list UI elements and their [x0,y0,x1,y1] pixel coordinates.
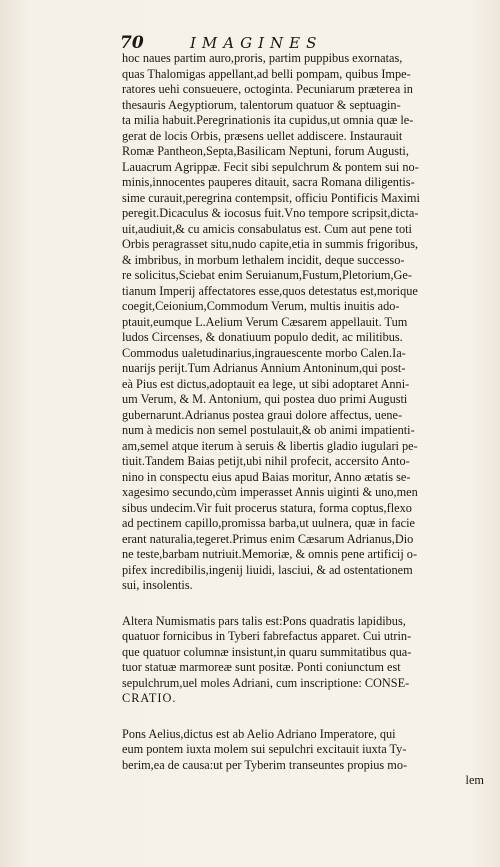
text-line: que quatuor columnæ insistunt,in quaru summitatibus qua- [122,644,412,659]
text-line: am,semel atque iterum à seruis & libertis gladio iugulari pe- [122,438,418,453]
paragraph-gap [122,594,484,614]
text-line: hoc naues partim auro,proris, partim puppibus exornatas, [122,51,403,65]
text-line: Pons Aelius,dictus est ab Aelio Adriano Imperatore, qui [122,726,396,741]
text-line: sepulchrum,uel moles Adriani, cum inscriptione: CONSE- [122,675,410,690]
text-line: berim,ea de causa:ut per Tyberim transeuntes propius mo- [122,757,408,772]
text-line: ad pectinem capillo,promissa barba,ut uulnera, quæ in facie [122,516,415,530]
text-line: & imbribus, in morbum lethalem incidit, deque successo- [122,252,405,267]
text-line: ludos Circenses, & donatiuum populo dedit, ac militibus. [122,330,403,344]
page-number: 70 [120,33,144,53]
text-line: gubernarunt.Adrianus postea graui dolore affectus, uene- [122,407,403,422]
text-line: ta milia habuit.Peregrinationis ita cupidus,ut omnia quæ le- [122,113,414,127]
text-line: sime curauit,peregrina contempsit, officiu Pontificis Maximi [122,190,420,205]
text-line: Romæ Pantheon,Septa,Basilicam Neptuni, forum Augusti, [122,144,409,158]
text-line: eum pontem iuxta molem sui sepulchri excitauit iuxta Ty- [122,742,407,756]
text-line: sui, insolentis. [122,578,193,592]
text-line: erant naturalia,tegeret.Primus enim Cæsarum Adrianus,Dio [122,531,414,546]
text-line: re solicitus,Sciebat enim Seruianum,Fustum,Pletorium,Ge- [122,268,412,282]
text-line: uit,audiuit,& cu amicis consabulatus est. Cum aut pene toti [122,221,412,236]
text-line: quas Thalomigas appellant,ad belli pompam, quibus Impe- [122,66,411,81]
text-line: minis,innocentes pauperes ditauit, sacra Romana diligentis- [122,175,415,189]
text-line: gerat de locis Orbis, præsens uellet addiscere. Instaurauit [122,128,403,143]
page-body [122,51,484,789]
text-line: coegit,Ceionium,Commodum Verum, multis inuitis ado- [122,299,400,313]
text-line: num à medicis non semel postulauit,& ob animi impatienti- [122,423,415,437]
text-line: Orbis peragrasset situ,nudo capite,etia in summis frigoribus, [122,237,419,251]
text-line: Commodus ualetudinarius,ingrauescente morbo Calen.Ia- [122,345,406,360]
catchword: lem [465,773,484,787]
text-line: ratores uehi consueuere, octoginta. Pecuniarum præterea in [122,82,413,96]
text-line: peregit.Dicaculus & iocosus fuit.Vno tempore scripsit,dicta- [122,206,419,220]
text-line: Lauacrum Agrippæ. Fecit sibi sepulchrum & pontem sui no- [122,159,419,174]
text-line: ptauit,eumque L.Aelium Verum Cæsarem appellauit. Tum [122,314,408,329]
running-head: IMAGINES [190,34,323,52]
text-line: xagesimo secundo,cùm imperasset Annis uiginti & uno,men [122,485,418,499]
paragraph-2 [122,614,484,707]
paragraph-gap [122,707,484,727]
text-line: CRATIO. [122,691,177,705]
text-line: sibus undecim.Vir fuit procerus statura, forma coptus,flexo [122,500,412,515]
text-line: ne teste,barbam nutriuit.Memoriæ, & omnis pene artificij o- [122,547,418,561]
text-line: nuarijs perijt.Tum Adrianus Annium Antoninum,qui post- [122,361,406,375]
text-line: nino in conspectu eius apud Baias moritur, Anno ætatis se- [122,469,411,484]
text-line: eà Pius est dictus,adoptauit ea lege, ut sibi adoptaret Anni- [122,376,410,391]
text-line: quatuor fornicibus in Tyberi fabrefactus apparet. Cui utrin- [122,629,412,643]
text-line: tuor statuæ marmoreæ sunt positæ. Ponti coniunctum est [122,660,401,674]
text-line: tianum Imperij affectatores esse,quos detestatus est,morique [122,283,418,298]
page-header [120,33,420,53]
paragraph-3 [122,727,484,789]
text-line: thesauris Aegyptiorum, talentorum quatuor & septuagin- [122,97,401,112]
text-line: pifex incredibilis,ingenij liuidi, lasciui, & ad ostentationem [122,562,413,577]
text-line: um Verum, & M. Antonium, qui postea duo primi Augusti [122,392,408,406]
paragraph-1 [122,51,484,594]
text-line: tiuit.Tandem Baias petijt,ubi nihil profecit, accersito Anto- [122,454,410,468]
text-line: Altera Numismatis pars talis est:Pons quadratis lapidibus, [122,613,406,628]
